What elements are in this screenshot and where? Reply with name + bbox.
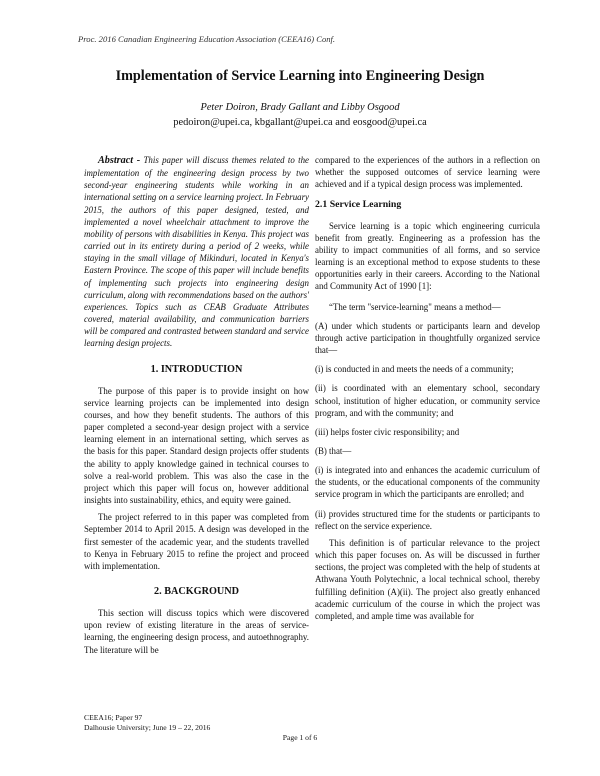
section-heading-background: 2. BACKGROUND xyxy=(154,586,239,597)
quote-intro: “The term "service-learning" means a method— xyxy=(329,301,501,312)
abstract xyxy=(84,154,309,350)
paper-title: Implementation of Service Learning into Engineering Design xyxy=(115,68,485,84)
authors: Peter Doiron, Brady Gallant and Libby Osgood xyxy=(200,102,400,113)
abstract-text: This paper will discuss themes related to the implementation of the engineering design process by two second-year engineering students while working in an international setting on a service learning project. In February 2015, the authors of this paper designed, tested, and implemented a novel wheelchair attachment to improve the mobility of persons with disabilities in Kenya. This project was carried out in its entirety during a period of 2 weeks, while staying in the small village of Mikinduri, located in Kenya's Eastern Province. The scope of this paper will include benefits of implementing such projects into engineering design curriculum, along with recommendations based on the authors' experiences. Topics such as CEAB Graduate Attributes covered, material availability, and communication barriers will be compared and contrasted between standard and service learning design projects. xyxy=(84,155,309,349)
service-learning-paragraph-2: This definition is of particular relevance to the project which this paper focuses on. As will be discussed in further sections, the project was completed with the help of students at Athwana Youth Polytechnic, a local technical school, thereby fulfilling definition (A)(ii). The project also greatly enhanced academic curriculum of the course in which the project was completed, and ample time was available for xyxy=(315,537,540,621)
subsection-heading-service-learning: 2.1 Service Learning xyxy=(315,199,402,211)
left-column xyxy=(84,154,309,656)
background-continued: compared to the experiences of the authors in a reflection on whether the supposed outcomes of service learning were achieved and if a typical design process was implemented. xyxy=(315,155,540,190)
intro-paragraph-2: The project referred to in this paper was completed from September 2014 to April 2015. A design was developed in the first semester of the academic year, and the students travelled to Kenya in February 2015 to refine the project and proceed with implementation. xyxy=(84,512,309,571)
quote-item-a: (A) under which students or participants learn and develop through active participation in thoughtfully organized service that— xyxy=(315,320,540,356)
background-paragraph-1: This section will discuss topics which were discovered upon review of existing literature in the areas of service-learning, the engineering design process, and autoethnography. The literature will be xyxy=(84,608,309,655)
page-number: Page 1 of 6 xyxy=(282,733,318,742)
quote-item-b-i: (i) is integrated into and enhances the academic curriculum of the students, or the educational components of the community service program in which the participants are enrolled; and xyxy=(315,465,540,500)
footer-venue: Dalhousie University; June 19 – 22, 2016 xyxy=(84,723,211,732)
quote-item-b: (B) that— xyxy=(315,445,352,456)
right-column xyxy=(315,154,540,622)
quote-item-a-ii: (ii) is coordinated with an elementary school, secondary school, institution of higher education, or community service program, and with the community; and xyxy=(315,383,540,418)
abstract-label: Abstract - xyxy=(98,155,141,166)
intro-paragraph-1: The purpose of this paper is to provide insight on how service learning projects can be implemented into design courses, and how they benefit students. The authors of this paper completed a second-year design project with a service learning element in an international setting, which serves as the basis for this paper. Standard design projects offer students the ability to apply knowledge gained in technical courses to solve a real-world problem. This was also the case in the project which this paper will focus on, however additional insights into sustainability, ethics, and equity were gained. xyxy=(84,385,309,506)
quote-item-a-iii: (iii) helps foster civic responsibility; and xyxy=(315,426,460,437)
section-heading-introduction: 1. INTRODUCTION xyxy=(150,363,243,375)
service-learning-paragraph-1: Service learning is a topic which engineering curricula benefit from greatly. Engineering as a profession has the ability to impact communities of all forms, and so service learning is an exceptional method to expose students to these opportunities early in their careers. According to the National and Community Act of 1990 [1]: xyxy=(315,220,540,292)
page-footer xyxy=(84,713,210,733)
quote-item-b-ii: (ii) provides structured time for the students or participants to reflect on the service experience. xyxy=(315,508,540,531)
author-emails: pedoiron@upei.ca, kbgallant@upei.ca and eosgood@upei.ca xyxy=(173,117,427,128)
footer-paper-id: CEEA16; Paper 97 xyxy=(84,713,143,722)
running-header: Proc. 2016 Canadian Engineering Education Association (CEEA16) Conf. xyxy=(78,34,336,44)
quote-item-a-i: (i) is conducted in and meets the needs of a community; xyxy=(315,364,514,375)
